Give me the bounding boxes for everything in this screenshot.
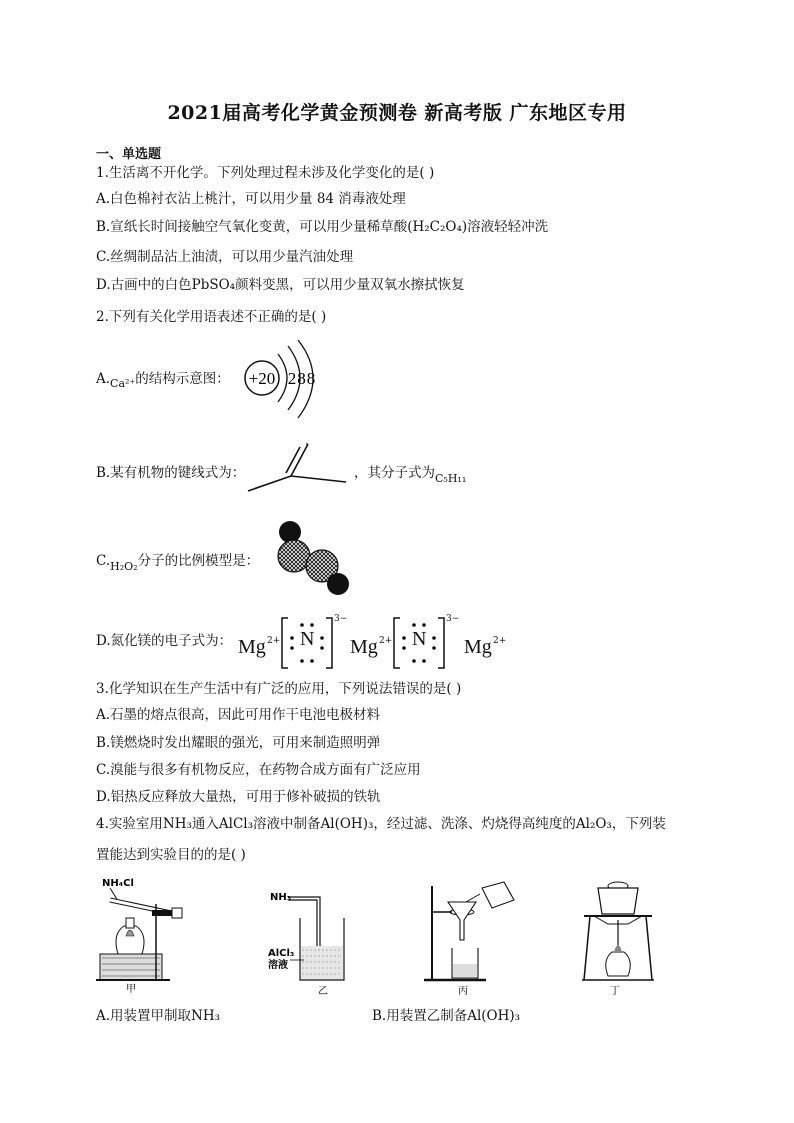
label-nh4cl: NH₄Cl — [102, 878, 134, 889]
label-alcl3: AlCl₃ — [268, 948, 295, 959]
q2-option-a — [96, 370, 230, 389]
mg-charge-2: 2+ — [379, 636, 393, 646]
section-heading: 一、单选题 — [96, 147, 162, 162]
n-symbol-1: N — [300, 628, 315, 650]
q4-option-a-formula: NH₃ — [191, 1008, 221, 1024]
q3-option-b: B.镁燃烧时发出耀眼的强光，可用来制造照明弹 — [96, 735, 381, 751]
page-title: 2021届高考化学黄金预测卷 新高考版 广东地区专用 — [167, 102, 627, 124]
q4-stem-nh3: NH₃ — [162, 816, 192, 832]
q4-option-b-pre: B.用装置乙制备 — [372, 1008, 468, 1024]
q1-stem: 1.生活离不开化学。下列处理过程未涉及化学变化的是( ) — [96, 165, 435, 181]
mg-charge-3: 2+ — [493, 636, 507, 646]
q2-option-a-ion: Ca²⁺ — [110, 377, 136, 390]
q2-option-c-post: 分子的比例模型是： — [137, 553, 260, 569]
hydrogen-atom-2 — [327, 573, 349, 595]
q1-option-b-post: 溶液轻轻冲洗 — [467, 219, 549, 235]
apparatus-ding-diagram — [580, 876, 660, 996]
apparatus-jia-diagram — [96, 874, 196, 994]
nucleus-charge: +20 — [248, 369, 276, 388]
caption-bing: 丙 — [458, 986, 468, 997]
q4-stem-post: ，下列装 — [611, 816, 666, 832]
q2-option-c — [96, 552, 259, 571]
q4-option-b — [372, 1007, 520, 1025]
q4-stem-mid2: 溶液中制备 — [253, 816, 321, 832]
q4-stem-pre: 4.实验室用 — [96, 816, 163, 832]
q1-option-a: A.白色棉衬衣沾上桃汁，可以用少量 84 消毒液处理 — [96, 191, 406, 207]
q1-option-b-formula: (H₂C₂O₄) — [407, 219, 468, 235]
q3-stem: 3.化学知识在生产生活中有广泛的应用，下列说法错误的是( ) — [96, 681, 462, 697]
q1-option-d-post: 颜料变黑，可以用少量双氧水擦拭恢复 — [235, 277, 465, 293]
n-charge-2: 3− — [446, 614, 460, 624]
q2-stem: 2.下列有关化学用语表述不正确的是( ) — [96, 309, 327, 325]
q2-option-c-formula: H₂O₂ — [110, 560, 138, 573]
q4-stem-alcl3: AlCl₃ — [218, 816, 254, 832]
label-solution: 溶液 — [268, 960, 288, 971]
q1-option-d — [96, 276, 465, 294]
q4-stem-al2o3: Al₂O₃ — [575, 816, 612, 832]
caption-yi: 乙 — [318, 986, 328, 997]
q2-option-b-post: ，其分子式为 — [354, 465, 435, 481]
n-symbol-2: N — [412, 628, 427, 650]
q2-option-d: D.氮化镁的电子式为： — [96, 633, 233, 649]
mg-symbol-3: Mg — [464, 636, 492, 658]
mg3n2-electron-formula — [236, 614, 526, 670]
q1-option-d-formula: PbSO₄ — [191, 277, 236, 293]
q4-stem-line1 — [96, 815, 666, 833]
q2-option-c-pre: C. — [96, 553, 111, 569]
q2-option-b: B.某有机物的键线式为： — [96, 465, 246, 481]
caption-jia: 甲 — [126, 984, 136, 994]
q4-stem-mid1: 通入 — [191, 816, 219, 832]
q3-option-d: D.铝热反应释放大量热，可用于修补破损的铁轨 — [96, 789, 381, 805]
ca-ion-structure-diagram — [240, 340, 330, 420]
q1-option-b-pre: B.宣纸长时间接触空气氧化变黄，可以用少量稀草酸 — [96, 219, 408, 235]
oxygen-atom-1 — [278, 540, 310, 572]
caption-ding: 丁 — [610, 986, 620, 996]
q4-option-a — [96, 1007, 220, 1025]
mg-charge-1: 2+ — [267, 636, 281, 646]
q1-option-b — [96, 218, 548, 236]
label-nh3: NH₃ — [270, 892, 292, 903]
q2-option-a-pre: A. — [96, 371, 111, 387]
skeletal-formula-diagram — [246, 436, 352, 498]
apparatus-yi-diagram — [266, 890, 352, 1000]
q4-stem-aloh3: Al(OH)₃ — [320, 816, 374, 832]
q2-option-b-formula — [354, 464, 466, 483]
q3-option-c: C.溴能与很多有机物反应，在药物合成方面有广泛应用 — [96, 762, 421, 778]
n-charge-1: 3− — [334, 614, 348, 624]
q1-option-c: C.丝绸制品沾上油渍，可以用少量汽油处理 — [96, 249, 354, 265]
q4-stem-line2: 置能达到实验目的的是( ) — [96, 847, 246, 863]
q4-option-b-formula: Al(OH)₃ — [467, 1008, 521, 1024]
h2o2-space-filling-model — [272, 518, 358, 598]
q3-option-a: A.石墨的熔点很高，因此可用作干电池电极材料 — [96, 707, 381, 723]
q1-option-d-pre: D.古画中的白色 — [96, 277, 192, 293]
mg-symbol-1: Mg — [238, 636, 266, 658]
apparatus-bing-diagram — [424, 878, 520, 998]
q4-option-a-pre: A.用装置甲制取 — [96, 1008, 192, 1024]
q2-option-a-post: 的结构示意图： — [135, 371, 230, 387]
mg-symbol-2: Mg — [350, 636, 378, 658]
electron-shells: 288 — [287, 369, 317, 388]
hydrogen-atom-1 — [279, 521, 301, 543]
q2-option-b-molecular-formula: C₅H₁₁ — [435, 472, 467, 485]
q4-stem-mid3: ，经过滤、洗涤、灼烧得高纯度的 — [373, 816, 576, 832]
